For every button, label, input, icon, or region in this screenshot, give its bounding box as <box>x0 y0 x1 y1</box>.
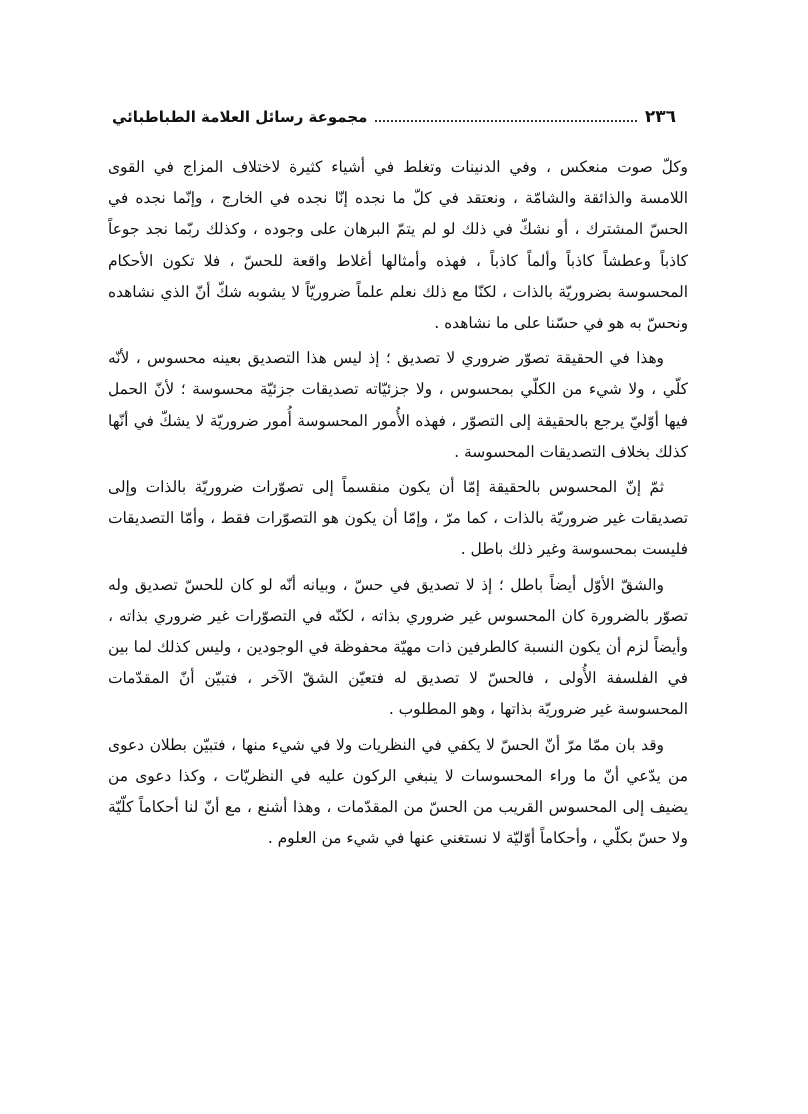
paragraph-1: وكلّ صوت منعكس ، وفي الدنينات وتغلط في أشياء كثيرة لاختلاف المزاج في القوى اللامسة والذائقة والشامّة ، ونعتقد في كلّ ما نجده إنّا نجده في الخارج ، وإنّما نجده في الحسّ المشترك ، أو نشكّ في ذلك لو لم يتمّ البرهان على وجوده ، وكذلك ربّما نجد جوعاً كاذباً وعطشاً كاذباً وألماً كاذباً ، فهذه وأمثالها أغلاط واقعة للحسّ ، فلا تكون الأحكام المحسوسة بضروريّة بالذات ، لكنّا مع ذلك نعلم علماً ضروريّاً لا يشوبه شكّ أنّ الذي نشاهده ونحسّ به هو في حسّنا على ما نشاهده . <box>108 158 688 333</box>
page-body <box>108 152 688 1052</box>
paragraph-5: وقد بان ممّا مرّ أنّ الحسّ لا يكفي في النظريات ولا في شيء منها ، فتبيّن بطلان دعوى من يدّعي أنّ ما وراء المحسوسات لا ينبغي الركون عليه في النظريّات ، وكذا دعوى من يضيف إلى المحسوس القريب من الحسّ من المقدّمات ، وهذا أشنع ، مع أنّ لنا أحكاماً كلّيّة ولا حسّ بكلّي ، وأحكاماً أوّليّة لا نستغني عنها في شيء من العلوم . <box>108 735 688 848</box>
paragraph-4: والشقّ الأوّل أيضاً باطل ؛ إذ لا تصديق في حسّ ، وبيانه أنّه لو كان للحسّ تصديق وله تصوّر بالضرورة كان المحسوس غير ضروري بذاته ، لكنّه في التصوّرات غير ضروري بذاته ، وأيضاً لزم أن يكون النسبة كالطرفين ذات مهيّة محفوظة في الوجودين ، وليس كذلك لما بين في الفلسفة الأُولى ، فالحسّ لا تصديق له فتعيّن الشقّ الآخر ، فتبيّن أنّ المقدّمات المحسوسة غير ضروريّة بذاتها ، وهو المطلوب . <box>108 575 688 719</box>
header-dotted-leader <box>375 120 636 122</box>
paragraph-3: ثمّ إنّ المحسوس بالحقيقة إمّا أن يكون منقسماً إلى تصوّرات ضروريّة بالذات وإلى تصديقات غير ضروريّة بالذات ، كما مرّ ، وإمّا أن يكون هو التصوّرات فقط ، وأمّا التصديقات فليست بمحسوسة وغير ذلك باطل . <box>108 478 688 559</box>
running-title: مجموعة رسائل العلامة الطباطبائي <box>112 108 368 126</box>
page-header <box>112 100 676 134</box>
page-number: ٢٣٦ <box>644 107 676 127</box>
paragraph-2: وهذا في الحقيقة تصوّر ضروري لا تصديق ؛ إذ ليس هذا التصديق بعينه محسوس ، لأنّه كلّي ، ولا شيء من الكلّي بمحسوس ، ولا جزئيّاته تصديقات جزئيّة محسوسة ؛ لأنّ الحمل فيها أوّليّ يرجع بالحقيقة إلى التصوّر ، فهذه الأُمور المحسوسة أُمور ضروريّة لا يشكّ في أنّها كذلك بخلاف التصديقات المحسوسة . <box>108 349 688 461</box>
